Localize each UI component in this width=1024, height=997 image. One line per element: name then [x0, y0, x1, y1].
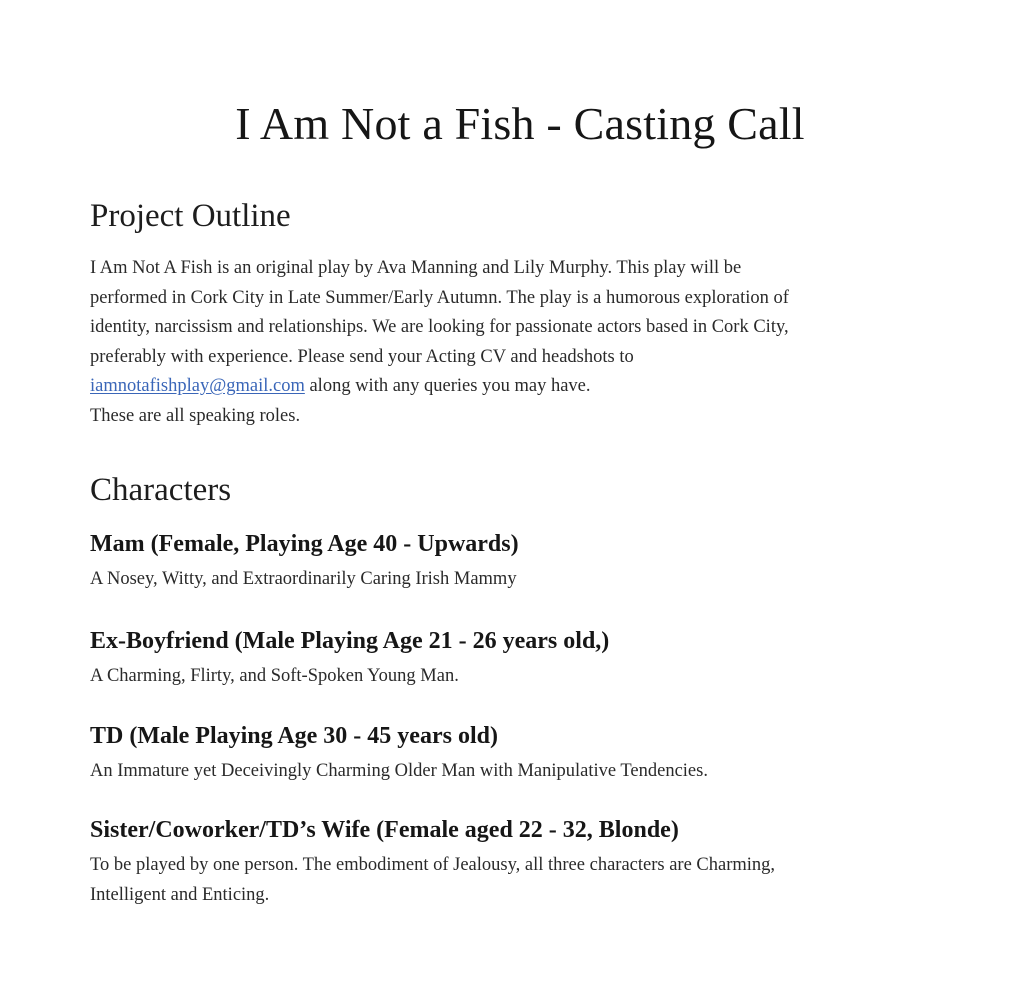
outline-line: I Am Not A Fish is an original play by Ava Manning and Lily Murphy. This play will be: [90, 258, 742, 278]
outline-line: performed in Cork City in Late Summer/Early Autumn. The play is a humorous exploration of: [90, 287, 789, 308]
character-description-line: An Immature yet Deceivingly Charming Older Man with Manipulative Tendencies.: [90, 761, 708, 781]
character-description: [90, 851, 950, 910]
project-outline-body: [90, 254, 950, 431]
character-description-line: To be played by one person. The embodiment of Jealousy, all three characters are Charming,: [90, 855, 776, 875]
document-title: I Am Not a Fish - Casting Call: [235, 98, 805, 149]
character-description: [90, 757, 950, 787]
email-link[interactable]: iamnotafishplay@gmail.com: [90, 376, 305, 396]
outline-line: preferably with experience. Please send your Acting CV and headshots to: [90, 346, 634, 367]
character-name: Ex-Boyfriend (Male Playing Age 21 - 26 years old,): [90, 628, 610, 654]
character-name: Mam (Female, Playing Age 40 - Upwards): [90, 531, 519, 557]
outline-closing-line: These are all speaking roles.: [90, 405, 301, 426]
characters-heading: Characters: [90, 472, 232, 508]
character-description-line: A Charming, Flirty, and Soft-Spoken Young Man.: [90, 666, 459, 686]
character-description: [90, 662, 950, 692]
project-outline-heading: Project Outline: [90, 198, 291, 234]
outline-line: identity, narcissism and relationships. We are looking for passionate actors based in Cork City,: [90, 317, 789, 337]
character-description-line: A Nosey, Witty, and Extraordinarily Caring Irish Mammy: [90, 569, 517, 589]
character-name: Sister/Coworker/TD’s Wife (Female aged 22 - 32, Blonde): [90, 817, 679, 843]
email-suffix-text: along with any queries you may have.: [304, 376, 591, 396]
character-name: TD (Male Playing Age 30 - 45 years old): [90, 723, 498, 749]
character-entry-sister-coworker-wife: [90, 815, 950, 910]
character-entry-td: [90, 721, 950, 787]
character-entry-ex-boyfriend: [90, 626, 950, 692]
character-description: [90, 565, 950, 595]
outline-email-line: [90, 372, 950, 402]
character-entry-mam: [90, 529, 950, 595]
character-description-line: Intelligent and Enticing.: [90, 884, 270, 905]
